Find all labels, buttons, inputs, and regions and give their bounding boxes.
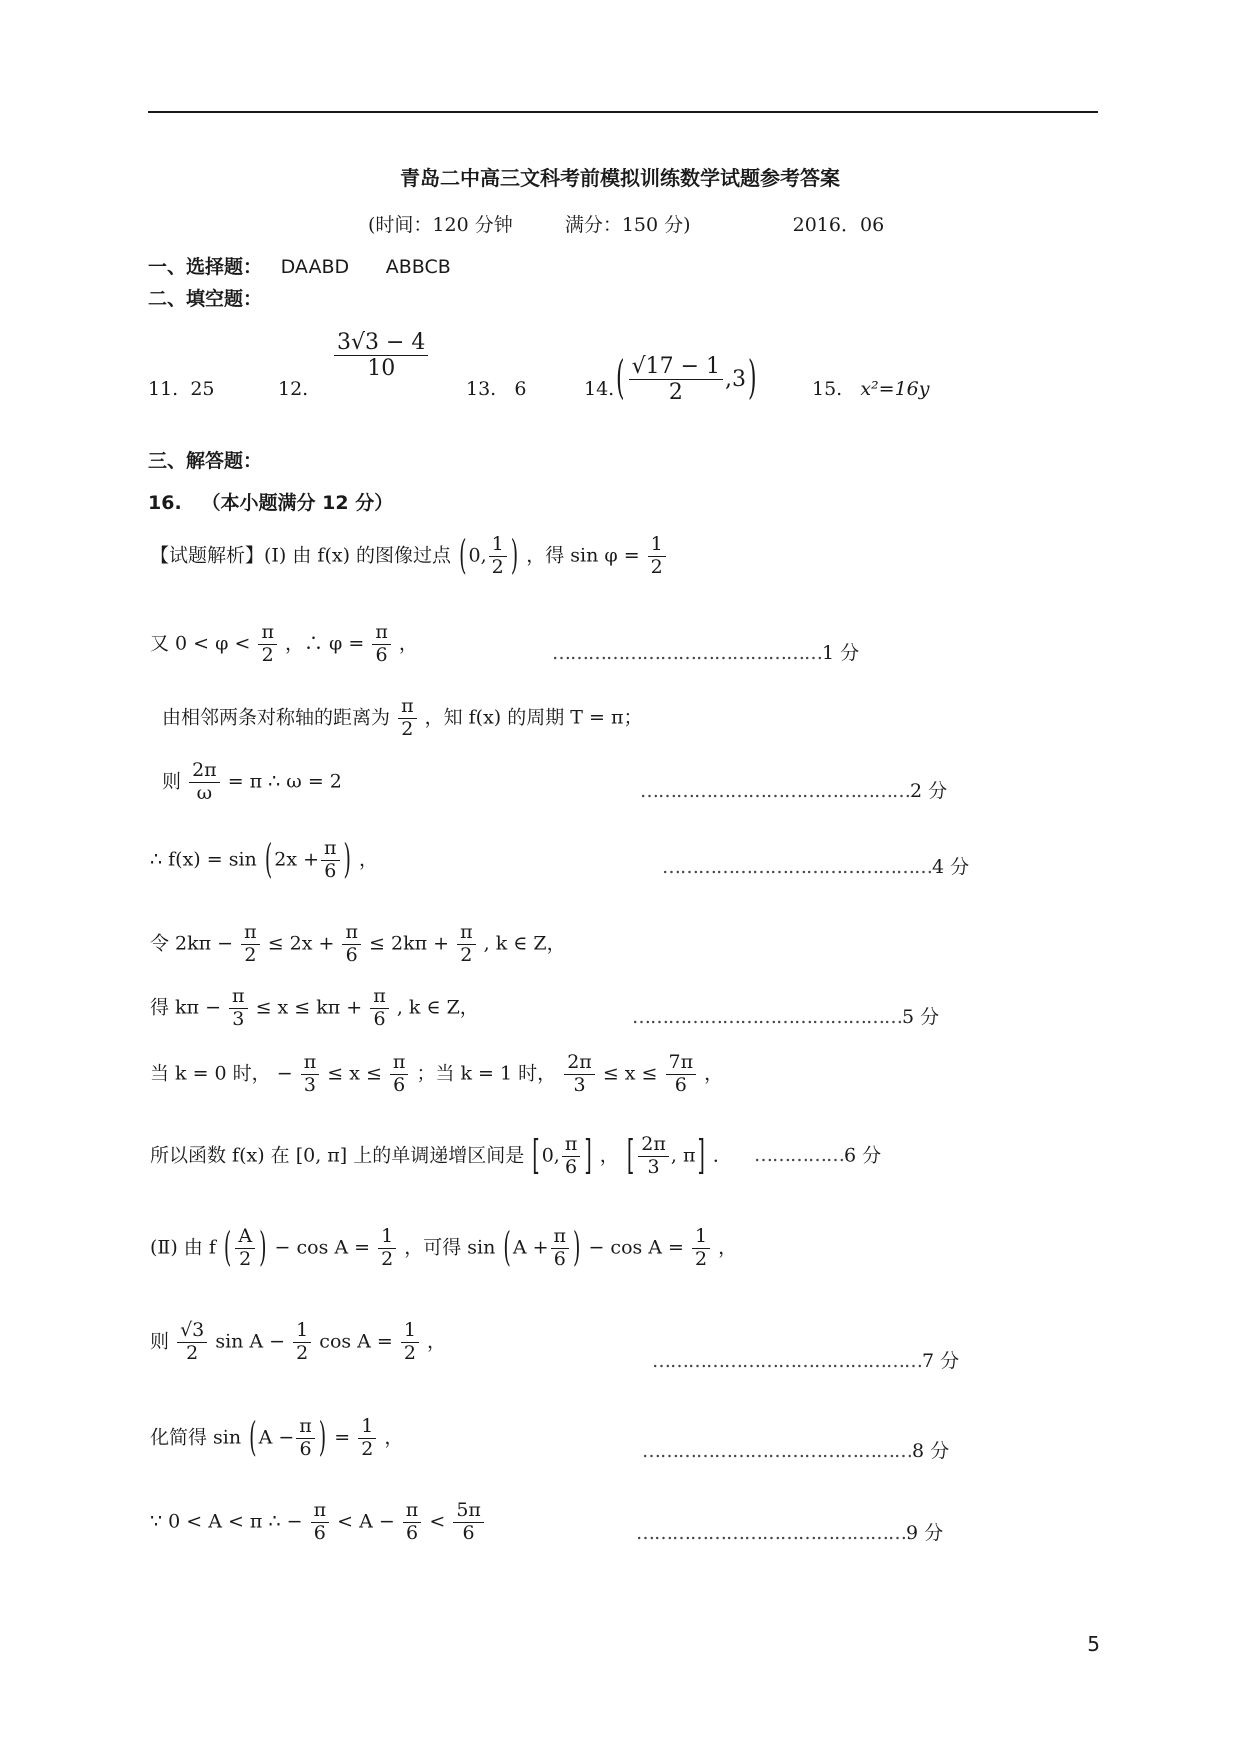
l8-text-4: ≤ x ≤ — [602, 1062, 658, 1085]
l10-text: (Ⅱ) 由 f — [150, 1236, 216, 1259]
frac-den: 2 — [401, 717, 414, 740]
frac-den: 6 — [462, 1521, 475, 1544]
frac-den: 2 — [244, 943, 257, 966]
frac-num: 1 — [692, 1226, 710, 1249]
points-8: 8 分 — [912, 1440, 950, 1462]
q15-num: 15. — [812, 378, 843, 400]
q14-numerator: √17 − 1 — [629, 354, 723, 380]
frac-num: π — [258, 622, 277, 645]
frac-den: 6 — [373, 1007, 386, 1030]
points-2: 2 分 — [910, 780, 948, 802]
frac-num: π — [398, 696, 417, 719]
frac-num: 1 — [648, 534, 666, 557]
l6-text-2: ≤ 2x + — [267, 932, 335, 955]
l11-text-4: ， — [427, 1330, 447, 1353]
frac-den: ω — [196, 781, 213, 804]
solution-line-13 — [150, 1500, 486, 1545]
l8-text-5: ， — [704, 1062, 724, 1085]
l4-text: 则 — [162, 770, 182, 793]
exam-time: (时间：120 分钟 — [368, 214, 513, 236]
l10-text-3: ，可得 sin — [404, 1236, 496, 1259]
frac-den: 6 — [324, 859, 337, 882]
frac-num: π — [562, 1134, 581, 1157]
frac-num: π — [241, 922, 260, 945]
l12-text-3: ， — [384, 1426, 404, 1449]
l9-interval-2-end: , π — [670, 1144, 696, 1167]
frac-den: 6 — [299, 1437, 312, 1460]
frac-den: 6 — [565, 1155, 578, 1178]
l7-text-3: , k ∈ Z， — [396, 996, 479, 1019]
frac-num: 7π — [666, 1052, 697, 1075]
fill-q15 — [812, 378, 930, 400]
points-line-12 — [642, 1436, 949, 1463]
l9-text: 所以函数 f(x) 在 [0, π] 上的单调递增区间是 — [150, 1144, 525, 1167]
frac-num: 2π — [564, 1052, 595, 1075]
frac-num: 2π — [189, 760, 220, 783]
q11-answer: 25 — [190, 378, 215, 400]
l9-interval-1-start: 0, — [541, 1144, 560, 1167]
frac-num: π — [342, 922, 361, 945]
l5-text: ∴ f(x) = sin — [150, 848, 257, 871]
l10-text-5: ， — [718, 1236, 738, 1259]
frac-num: π — [390, 1052, 409, 1075]
points-line-13 — [636, 1518, 943, 1545]
dot-leader: ……………………………………… — [642, 1440, 912, 1462]
dot-leader: ……………………………………… — [640, 780, 910, 802]
frac-den: 2 — [186, 1341, 199, 1364]
l6-text: 令 2kπ − — [150, 932, 234, 955]
frac-den: 2 — [261, 643, 274, 666]
fill-q12-answer — [332, 330, 430, 382]
q14-tail: ,3 — [725, 366, 747, 392]
l3-text-2: ，知 f(x) 的周期 T = π； — [424, 706, 643, 729]
l3-text: 由相邻两条对称轴的距离为 — [162, 706, 391, 729]
l12-text: 化简得 sin — [150, 1426, 242, 1449]
points-line-2 — [552, 638, 859, 665]
frac-den: 2 — [403, 1341, 416, 1364]
frac-den: 2 — [239, 1247, 252, 1270]
l9-period: ． — [712, 1144, 732, 1167]
q12-denominator: 10 — [367, 356, 396, 382]
frac-den: 3 — [573, 1073, 586, 1096]
solution-line-7 — [150, 986, 479, 1031]
q11-num: 11. — [148, 378, 179, 400]
frac-den: 3 — [647, 1155, 660, 1178]
frac-num: π — [296, 1416, 315, 1439]
frac-den: 6 — [393, 1073, 406, 1096]
fill-q14-answer: ( $\frac{√17 - 1}{2}$ ,3) — [616, 353, 757, 407]
points-7: 7 分 — [922, 1350, 960, 1372]
exam-info — [368, 210, 884, 237]
l6-text-3: ≤ 2kπ + — [369, 932, 450, 955]
solution-line-8 — [150, 1052, 723, 1097]
frac-num: π — [321, 838, 340, 861]
dot-leader: ……………………………………… — [632, 1006, 902, 1028]
solution-line-2 — [150, 622, 418, 667]
points-line-11 — [652, 1346, 959, 1373]
solution-line-4 — [162, 760, 342, 805]
header-rule — [148, 111, 1098, 113]
choice-answers-1: DAABD — [280, 256, 350, 278]
l6-text-4: , k ∈ Z， — [483, 932, 566, 955]
solution-line-5: ∴ f(x) = sin ( 2x + $\frac{\pi}{6}$ ) ， — [150, 837, 378, 884]
l12-arg: A − — [258, 1426, 295, 1449]
frac-num: π — [311, 1500, 330, 1523]
l10-text-2: − cos A = — [274, 1236, 371, 1259]
l11-text-3: cos A = — [319, 1330, 393, 1353]
l11-text: 则 — [150, 1330, 170, 1353]
fill-q12-num: 12. — [278, 378, 309, 400]
frac-num: 1 — [378, 1226, 396, 1249]
frac-den: 6 — [375, 643, 388, 666]
frac-den: 2 — [650, 555, 663, 578]
l7-text: 得 kπ − — [150, 996, 221, 1019]
frac-den: 3 — [303, 1073, 316, 1096]
dot-leader: …………… — [753, 1144, 844, 1167]
frac-num: π — [372, 622, 391, 645]
l7-text-2: ≤ x ≤ kπ + — [255, 996, 363, 1019]
q16-number: 16. — [148, 492, 182, 514]
l1-point-x: 0, — [468, 544, 487, 567]
l8-text: 当 k = 0 时， − — [150, 1062, 293, 1085]
points-1: 1 分 — [822, 642, 860, 664]
frac-num: 1 — [293, 1320, 311, 1343]
frac-den: 6 — [553, 1247, 566, 1270]
l2-text: 又 0 < φ < — [150, 632, 251, 655]
l2-text-2: ，∴ φ = — [284, 632, 365, 655]
frac-den: 6 — [345, 943, 358, 966]
frac-num: 1 — [401, 1320, 419, 1343]
solution-line-3 — [162, 696, 642, 741]
q16-header — [148, 488, 393, 515]
frac-num: π — [403, 1500, 422, 1523]
section-fill-label: 二、填空题： — [148, 288, 263, 310]
choice-answers-2: ABBCB — [385, 256, 451, 278]
points-9: 9 分 — [906, 1522, 944, 1544]
frac-den: 3 — [232, 1007, 245, 1030]
l13-text-2: < A − — [337, 1510, 395, 1533]
points-4: 4 分 — [932, 856, 970, 878]
frac-den: 6 — [674, 1073, 687, 1096]
solution-line-10: (Ⅱ) 由 f ( $\frac{A}{2}$ ) − cos A = $\frac{1}{2}$ ，可得 sin ( A + $\frac{\pi}{6}$ ) − cos A = $\frac{1}{2}$ ， — [150, 1225, 738, 1272]
fill-q11 — [148, 378, 215, 400]
dot-leader: ……………………………………… — [636, 1522, 906, 1544]
l13-text-3: < — [429, 1510, 446, 1533]
frac-den: 2 — [491, 555, 504, 578]
l1-text: 【试题解析】(Ⅰ) 由 f(x) 的图像过点 — [150, 544, 452, 567]
frac-den: 2 — [361, 1437, 374, 1460]
solution-line-1: 【试题解析】(Ⅰ) 由 f(x) 的图像过点 ( 0, $\frac{1}{2}$ ) ，得 sin φ = $\frac{1}{2}$ — [150, 534, 668, 579]
l9-sep: ， — [599, 1144, 619, 1167]
q12-numerator: 3√3 − 4 — [334, 330, 428, 356]
section-choice — [148, 252, 451, 279]
section-choice-label: 一、选择题： — [148, 256, 263, 278]
l11-text-2: sin A − — [215, 1330, 286, 1353]
frac-den: 2 — [381, 1247, 394, 1270]
frac-den: 2 — [695, 1247, 708, 1270]
l5-arg: 2x + — [274, 848, 319, 871]
frac-num: A — [235, 1226, 255, 1249]
dot-leader: ……………………………………… — [552, 642, 822, 664]
q13-num: 13. — [466, 378, 497, 400]
l10-arg: A + — [512, 1236, 549, 1259]
dot-leader: ……………………………………… — [652, 1350, 922, 1372]
l12-text-2: = — [334, 1426, 351, 1449]
solution-line-11 — [150, 1320, 446, 1365]
q14-denominator: 2 — [668, 380, 683, 406]
frac-num: π — [370, 986, 389, 1009]
frac-num: 1 — [489, 534, 507, 557]
points-line-7 — [632, 1002, 939, 1029]
frac-num: π — [229, 986, 248, 1009]
l13-text: ∵ 0 < A < π ∴ − — [150, 1510, 303, 1533]
exam-score: 满分：150 分) — [564, 214, 691, 236]
fill-q13 — [466, 378, 526, 400]
fill-q14-num: 14. — [584, 378, 615, 400]
frac-den: 6 — [406, 1521, 419, 1544]
section-solve-label: 三、解答题： — [148, 450, 263, 472]
q15-answer: x²=16y — [860, 378, 930, 400]
page-number: 5 — [1087, 1632, 1100, 1656]
document-title: 青岛二中高三文科考前模拟训练数学试题参考答案 — [400, 166, 840, 190]
frac-num: 5π — [453, 1500, 484, 1523]
exam-date: 2016．06 — [792, 214, 885, 236]
points-line-5 — [662, 852, 969, 879]
frac-den: 6 — [313, 1521, 326, 1544]
frac-num: √3 — [177, 1320, 207, 1343]
frac-den: 2 — [460, 943, 473, 966]
frac-num: 2π — [638, 1134, 669, 1157]
l5-text-2: ， — [358, 848, 378, 871]
solution-line-12: 化简得 sin ( A − $\frac{\pi}{6}$ ) = $\frac{1}{2}$ ， — [150, 1415, 404, 1462]
points-line-4 — [640, 776, 947, 803]
frac-num: π — [457, 922, 476, 945]
frac-num: π — [551, 1226, 570, 1249]
q16-score: （本小题满分 12 分） — [201, 492, 394, 514]
points-5: 5 分 — [902, 1006, 940, 1028]
l2-text-3: ， — [398, 632, 418, 655]
solution-line-9: 所以函数 f(x) 在 [0, π] 上的单调递增区间是 [ 0, $\frac{\pi}{6}$ ] ， [ $\frac{2\pi}{3}$ , π ] ． ……………6 分 — [150, 1133, 882, 1180]
l1-text-2: ，得 sin φ = — [526, 544, 640, 567]
frac-den: 2 — [296, 1341, 309, 1364]
solution-line-6 — [150, 922, 566, 967]
l10-text-4: − cos A = — [588, 1236, 684, 1259]
dot-leader: ……………………………………… — [662, 856, 932, 878]
l4-text-2: = π ∴ ω = 2 — [227, 770, 342, 793]
points-6: 6 分 — [843, 1144, 882, 1167]
q13-answer: 6 — [514, 378, 527, 400]
l8-text-3: ；当 k = 1 时， — [416, 1062, 557, 1085]
l8-text-2: ≤ x ≤ — [327, 1062, 382, 1085]
frac-num: 1 — [358, 1416, 376, 1439]
frac-num: π — [301, 1052, 320, 1075]
